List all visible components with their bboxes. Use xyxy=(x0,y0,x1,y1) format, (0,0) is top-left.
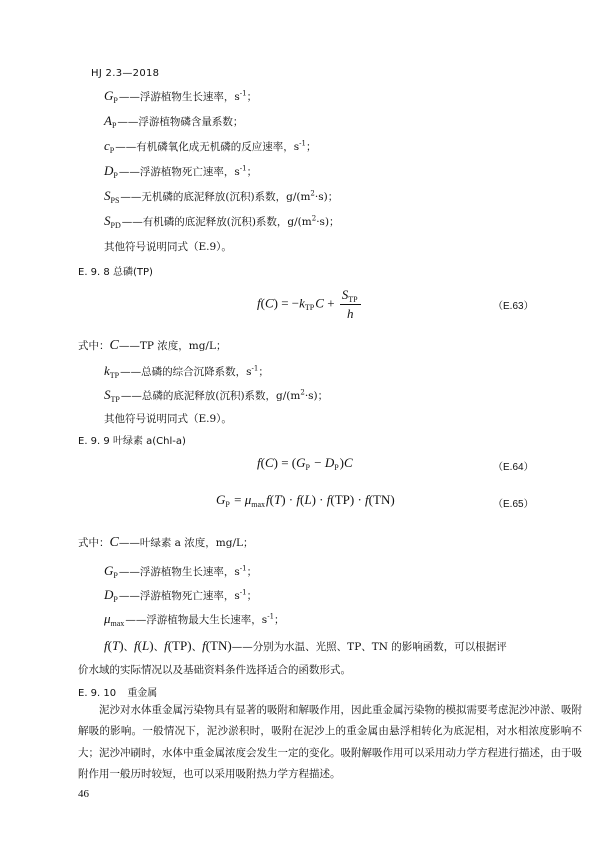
symbol: D xyxy=(104,587,114,602)
standard-code: HJ 2.3—2018 xyxy=(91,68,160,79)
where-label: 式中： xyxy=(78,340,110,352)
other-symbols-note: 其他符号说明同式（E.9）。 xyxy=(104,241,232,253)
unit-suffix: ·s)； xyxy=(314,191,339,203)
symbol-subscript: P xyxy=(113,571,118,580)
equation-e64: $f(C) = (G_P - D_P)C$ xyxy=(257,455,353,472)
equation-number: （E.64） xyxy=(493,462,534,473)
symbol-definition xyxy=(104,563,257,579)
symbol-definition xyxy=(104,188,338,204)
concentration-desc: ——TP 浓度，mg/L； xyxy=(118,340,227,352)
unit-suffix: ； xyxy=(246,91,258,103)
section-heading-metal xyxy=(78,684,157,699)
symbol-definition xyxy=(104,213,340,229)
other-symbols-note: 其他符号说明同式（E.9）。 xyxy=(104,413,232,425)
symbol: G xyxy=(104,563,114,578)
equation-number: （E.63） xyxy=(493,301,534,312)
symbol-description: ——浮游植物生长速率，s xyxy=(118,91,240,103)
symbol-subscript: max xyxy=(110,619,125,628)
symbol-definition xyxy=(104,138,316,154)
influence-functions-cont: 价水域的实际情况以及基础资料条件选择适合的函数形式。 xyxy=(78,664,351,676)
section-number: E. 9. 8 xyxy=(78,267,110,278)
equation-e65: $G_P = \mu_{max}f(T) \cdot f(L) \cdot f(TP) \cdot f(TN)$ xyxy=(216,492,395,509)
symbol: S xyxy=(104,188,111,203)
influence-functions-line: f(T)、f(L)、f(TP)、f(TN)——分别为水温、光照、TP、TN 的影响函数，可以根据评 xyxy=(104,638,507,653)
unit-suffix: ； xyxy=(246,166,258,178)
section-heading-chla xyxy=(78,432,186,447)
where-clause-chla: 式中：C——叶绿素 a 浓度，mg/L； xyxy=(78,535,254,550)
unit-exponent: -1 xyxy=(239,89,247,98)
symbol-description: ——浮游植物死亡速率，s xyxy=(118,590,240,602)
heavy-metal-paragraph: 泥沙对水体重金属污染物具有显著的吸附和解吸作用，因此重金属污染物的模拟需要考虑泥沙冲淤、吸附解吸的影响。一般情况下，泥沙淤积时，吸附在泥沙上的重金属由悬浮相转化为底泥相，对水相浓度影响不大；泥沙冲刷时，水体中重金属浓度会发生一定的变化。吸附解吸作用可以采用动力学方程进行描述，由于吸附作用一般历时较短，也可以采用吸附热力学方程描述。 xyxy=(78,704,582,781)
page-number: 46 xyxy=(78,788,89,800)
unit-suffix: ； xyxy=(246,566,258,578)
equation-number: （E.65） xyxy=(493,499,534,510)
symbol-description: ——浮游植物最大生长速率，s xyxy=(125,614,268,626)
symbol-subscript: P xyxy=(111,121,117,130)
section-number: E. 9. 9 xyxy=(78,436,110,447)
section-title: 重金属 xyxy=(127,688,158,699)
symbol-description: ——无机磷的底泥释放(沉积)系数，g/(m xyxy=(120,191,311,203)
symbol-definition xyxy=(104,88,257,104)
symbol-description: ——浮游植物磷含量系数； xyxy=(117,116,244,128)
concentration-desc: ——叶绿素 a 浓度，mg/L； xyxy=(118,537,254,549)
unit-exponent: -1 xyxy=(267,612,275,621)
unit-suffix: ； xyxy=(274,614,285,626)
symbol-def-s-tp: $S_{TP}——$总磷的底泥释放(沉积)系数，$g/(m^2\cdot s)$； xyxy=(104,387,329,404)
symbol-definition xyxy=(104,611,285,627)
section-number: E. 9. 10 xyxy=(78,688,117,699)
symbol-subscript: P xyxy=(113,171,118,180)
section-title: 叶绿素 a(Chl-a) xyxy=(112,436,186,447)
symbol: G xyxy=(104,88,114,103)
symbol: c xyxy=(104,138,110,153)
symbol-subscript: P xyxy=(113,595,118,604)
symbol-description: ——有机磷的底泥释放(沉积)系数，g/(m xyxy=(121,216,312,228)
unit-exponent: -1 xyxy=(299,139,306,148)
symbol-def-k-tp: $k_{TP}——$总磷的综合沉降系数，$s^{-1}$； xyxy=(104,363,269,380)
unit-exponent: 2 xyxy=(310,189,315,198)
symbol: D xyxy=(104,163,114,178)
unit-exponent: -1 xyxy=(239,164,247,173)
section-title: 总磷(TP) xyxy=(112,267,153,278)
unit-exponent: -1 xyxy=(239,564,247,573)
unit-exponent: 2 xyxy=(311,214,317,223)
where-label: 式中： xyxy=(78,537,110,549)
symbol-subscript: P xyxy=(109,146,115,155)
unit-suffix: ； xyxy=(246,590,258,602)
symbol-definition xyxy=(104,113,243,129)
symbol-definition xyxy=(104,587,257,603)
equation-e63: $f(C) = -k_{TP}C$ + $\frac{S_{TP}}{h}$ xyxy=(257,287,361,322)
symbol-description: ——有机磷氧化成无机磷的反应速率，s xyxy=(115,141,300,153)
unit-suffix: ； xyxy=(305,141,317,153)
symbol-subscript: PS xyxy=(110,196,120,205)
symbol: A xyxy=(104,113,112,128)
symbol-subscript: PD xyxy=(110,221,121,230)
symbol-subscript: P xyxy=(113,96,118,105)
unit-suffix: ·s)； xyxy=(316,216,340,228)
symbol: μ xyxy=(104,611,111,626)
section-heading-tp xyxy=(78,263,153,278)
symbol: S xyxy=(104,213,111,228)
symbol-description: ——浮游植物生长速率，s xyxy=(118,566,240,578)
unit-exponent: -1 xyxy=(239,588,247,597)
where-clause-tp: 式中：C——TP 浓度，mg/L； xyxy=(78,338,227,353)
symbol-definition xyxy=(104,163,257,179)
symbol-description: ——浮游植物死亡速率，s xyxy=(118,166,240,178)
